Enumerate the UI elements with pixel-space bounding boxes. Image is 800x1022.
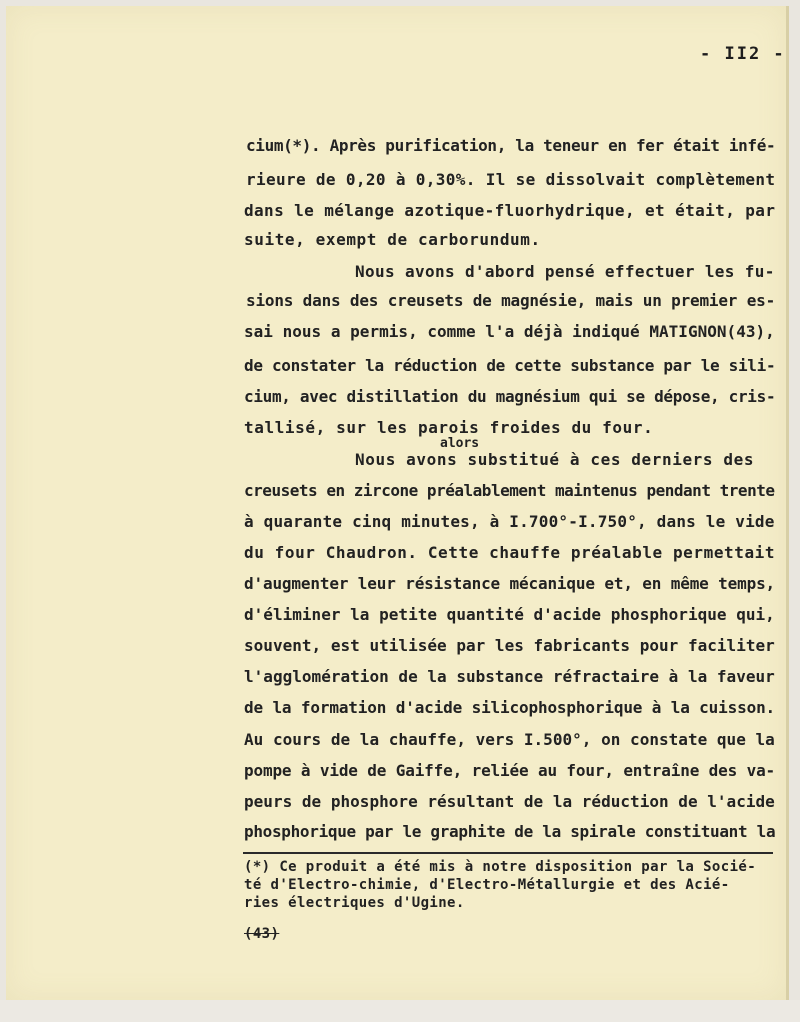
text-line: creusets en zircone préalablement maintenus pendant trente: [244, 481, 775, 500]
margin-reference: (43): [244, 926, 280, 942]
footnote-line: té d'Electro-chimie, d'Electro-Métallurgie et des Acié-: [244, 877, 730, 893]
text-line: de la formation d'acide silicophosphorique à la cuisson.: [244, 698, 776, 717]
text-line: d'éliminer la petite quantité d'acide phosphorique qui,: [244, 605, 775, 624]
text-line: cium(*). Après purification, la teneur en fer était infé-: [246, 136, 776, 155]
text-line: du four Chaudron. Cette chauffe préalable permettait: [244, 543, 776, 562]
text-line: d'augmenter leur résistance mécanique et, en même temps,: [244, 574, 776, 593]
text-line: sions dans des creusets de magnésie, mais un premier es-: [246, 291, 776, 310]
text-line: cium, avec distillation du magnésium qui se dépose, cris-: [244, 387, 776, 406]
text-line: tallisé, sur les parois froides du four.: [244, 418, 654, 437]
text-line: Nous avons substitué à ces derniers des: [355, 450, 755, 469]
text-line: Nous avons d'abord pensé effectuer les fu-: [355, 262, 775, 281]
handwritten-insertion: alors: [440, 436, 480, 451]
footnote-line: ries électriques d'Ugine.: [244, 895, 465, 911]
text-line: suite, exempt de carborundum.: [244, 230, 541, 249]
text-line: sai nous a permis, comme l'a déjà indiqué MATIGNON(43),: [244, 322, 775, 341]
text-line: de constater la réduction de cette substance par le sili-: [244, 356, 776, 375]
text-line: l'agglomération de la substance réfractaire à la faveur: [244, 667, 775, 686]
text-line: rieure de 0,20 à 0,30%. Il se dissolvait complètement: [246, 170, 776, 189]
text-line: à quarante cinq minutes, à I.700°-I.750°, dans le vide: [244, 512, 775, 531]
footnote-separator: [243, 852, 773, 854]
page-number: - II2 -: [700, 44, 786, 64]
text-line: pompe à vide de Gaiffe, reliée au four, entraîne des va-: [244, 761, 776, 780]
text-line: dans le mélange azotique-fluorhydrique, et était, par: [244, 201, 776, 220]
scan-background: [0, 1000, 800, 1022]
footnote-line: (*) Ce produit a été mis à notre disposition par la Socié-: [244, 859, 757, 875]
text-line: peurs de phosphore résultant de la réduction de l'acide: [244, 792, 775, 811]
text-line: souvent, est utilisée par les fabricants pour faciliter: [244, 636, 775, 655]
text-line: Au cours de la chauffe, vers I.500°, on constate que la: [244, 730, 775, 749]
text-line: phosphorique par le graphite de la spirale constituant la: [244, 822, 776, 841]
